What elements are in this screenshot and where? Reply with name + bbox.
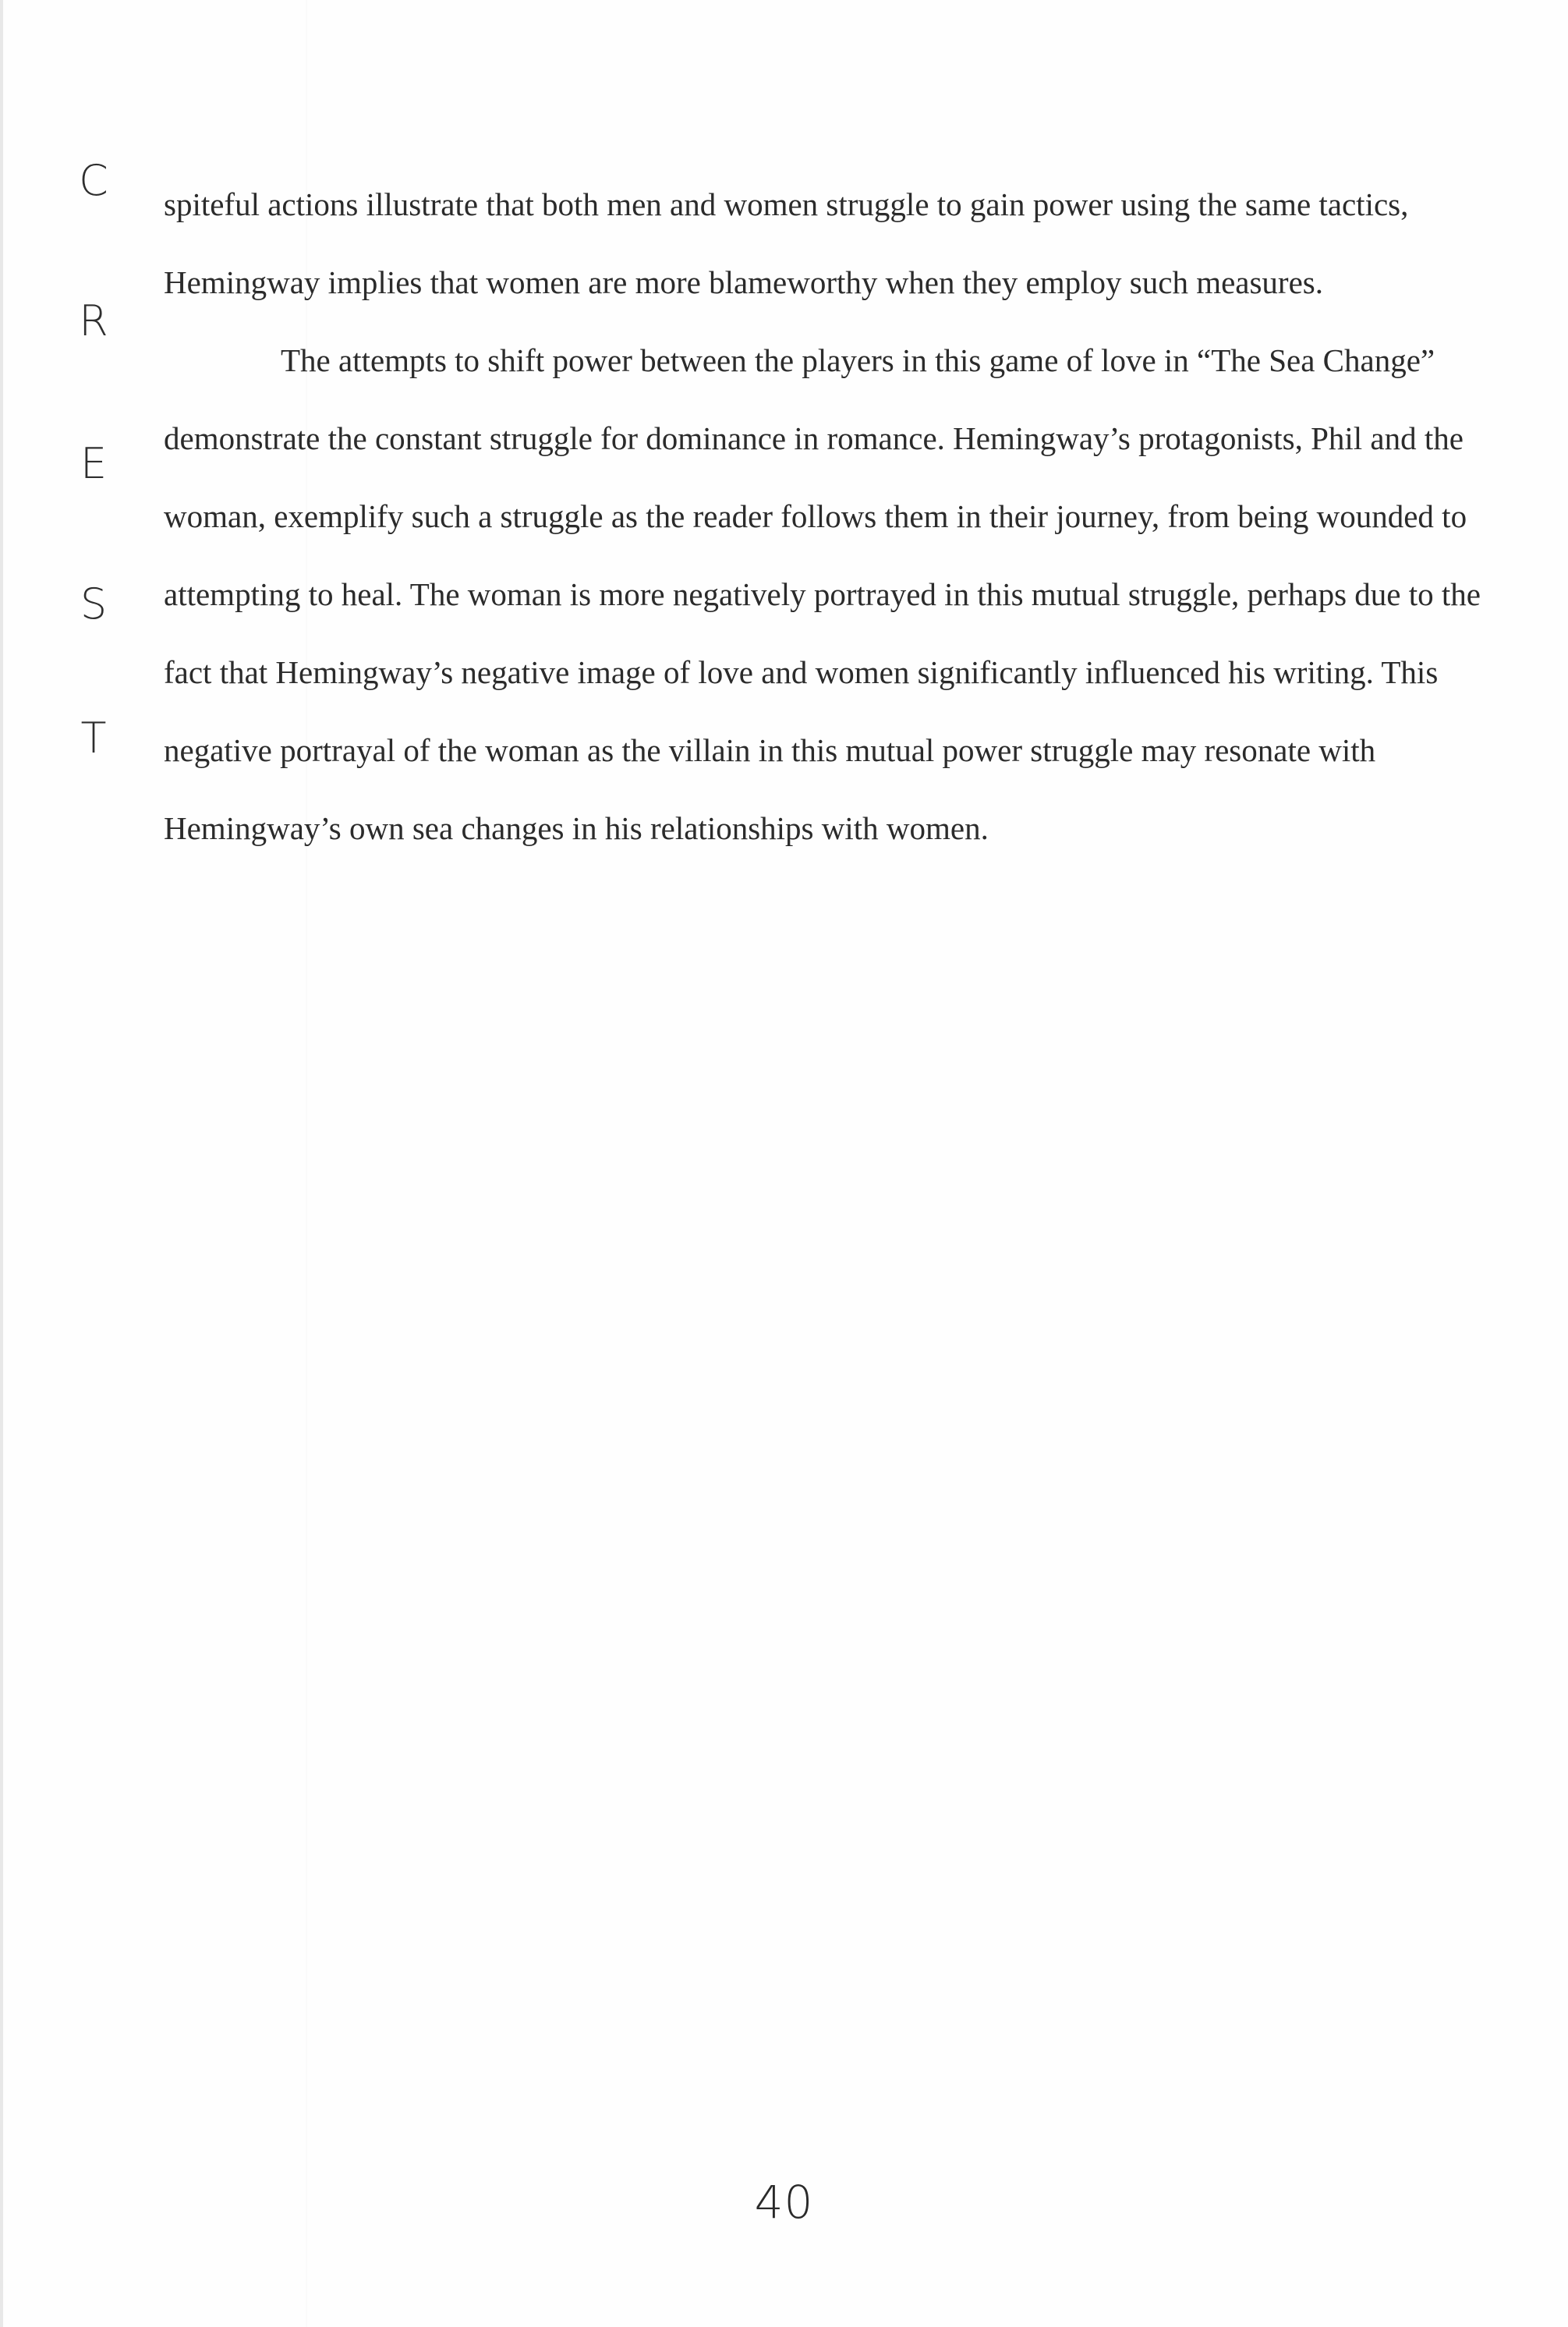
margin-letter-e: E <box>80 439 108 488</box>
margin-letter-s: S <box>80 579 108 629</box>
margin-crest-letters <box>0 0 156 2327</box>
page-number: 40 <box>754 2176 814 2229</box>
paragraph-continued: spiteful actions illustrate that both men and women struggle to gain power using the same tactics, Hemingway implies that women are more blameworthy when they employ such measures. <box>164 186 1409 300</box>
paragraph-conclusion: The attempts to shift power between the players in this game of love in “The Sea Change” demonstrate the constant struggle for dominance in romance. Hemingway’s protagonists, Phil and the woman, exemplify such a struggle as the reader follows them in their journey, from being wounded to attempting to heal. The woman is more negatively portrayed in this mutual struggle, perhaps due to the fact that Hemingway’s negative image of love and women significantly influenced his writing. This negative portrayal of the woman as the villain in this mutual power struggle may resonate with Hemingway’s own sea changes in his relationships with women. <box>164 342 1481 846</box>
margin-letter-c: C <box>79 156 108 205</box>
body-text <box>164 165 1481 867</box>
margin-letter-t: T <box>80 714 107 763</box>
margin-letter-r: R <box>79 296 108 345</box>
